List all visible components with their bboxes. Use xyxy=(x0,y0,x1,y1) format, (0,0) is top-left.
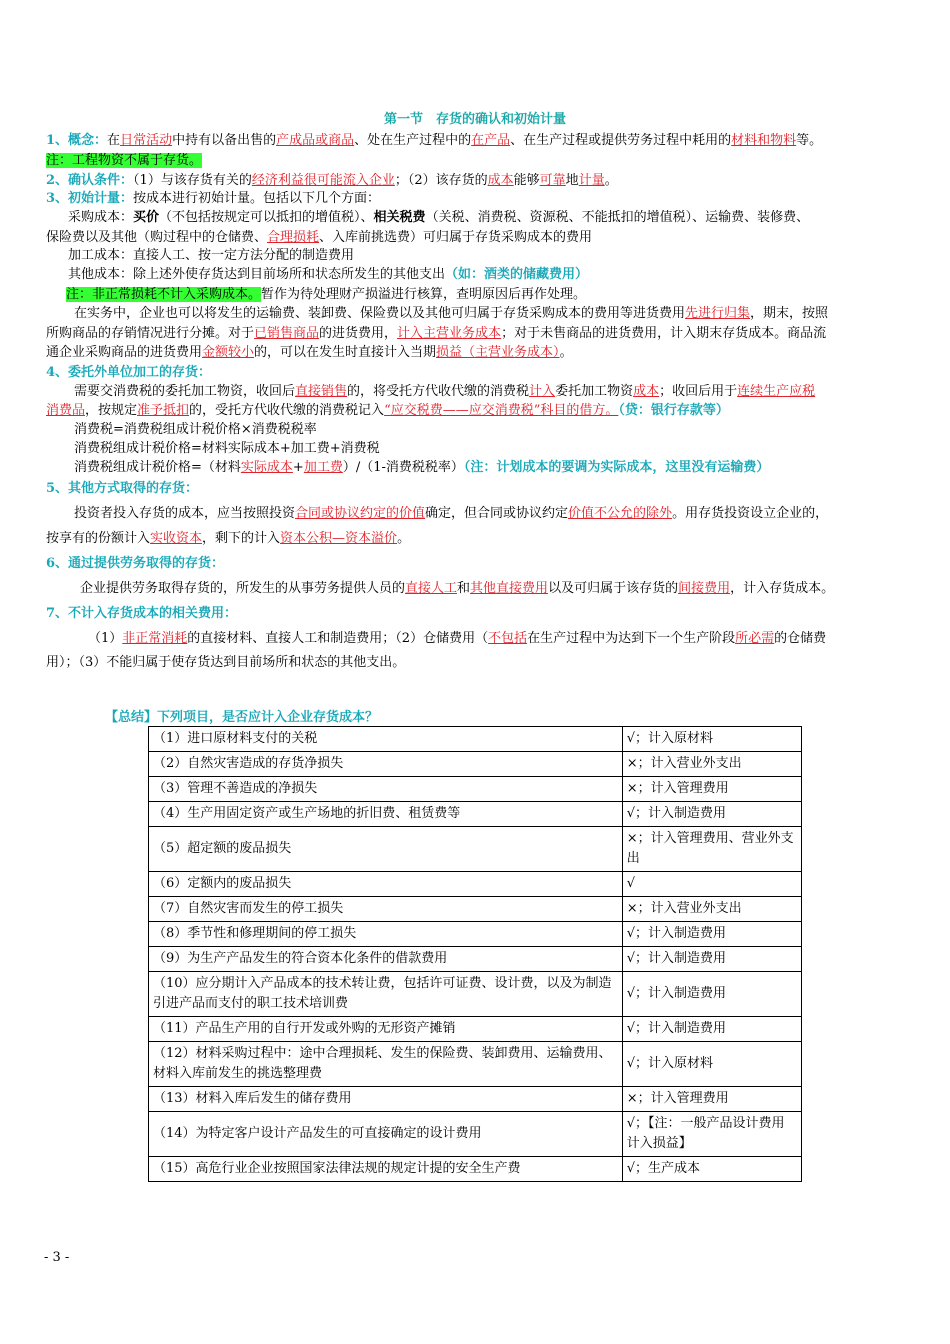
table-cell-item: （15）高危行业企业按照国家法律法规的规定计提的安全生产费 xyxy=(149,1157,623,1182)
table-cell-answer: √；计入原材料 xyxy=(622,727,801,752)
table-cell-answer: √；计入制造费用 xyxy=(622,922,801,947)
table-cell-answer: √；计入制造费用 xyxy=(622,1017,801,1042)
investor-line-1: 投资者投入存货的成本，应当按照投资合同或协议约定的价值确定，但合同或协议约定价值不公允的除外。用存货投资设立企业的， xyxy=(74,506,829,521)
entrusted-line-1: 需要交消费税的委托加工物资，收回后直接销售的，将受托方代收代缴的消费税计入委托加工物资成本；收回后用于连续生产应税 xyxy=(74,384,816,399)
table-cell-answer: ×；计入管理费用 xyxy=(622,777,801,802)
excluded-costs-heading: 7、不计入存货成本的相关费用： xyxy=(46,606,238,621)
table-cell-answer: √；计入制造费用 xyxy=(622,802,801,827)
other-methods-heading: 5、其他方式取得的存货： xyxy=(46,481,199,496)
table-row xyxy=(149,1042,802,1087)
table-cell-answer: √；计入原材料 xyxy=(622,1042,801,1087)
processing-cost-line: 加工成本：直接人工、按一定方法分配的制造费用 xyxy=(68,248,355,263)
table-cell-answer: √；生产成本 xyxy=(622,1157,801,1182)
services-heading: 6、通过提供劳务取得的存货： xyxy=(46,556,225,571)
table-cell-item: （5）超定额的废品损失 xyxy=(149,827,623,872)
table-cell-answer: √ xyxy=(622,872,801,897)
investor-line-2: 按享有的份额计入实收资本，剩下的计入资本公积—资本溢价。 xyxy=(46,531,411,546)
table-cell-item: （4）生产用固定资产或生产场地的折旧费、租赁费等 xyxy=(149,802,623,827)
table-cell-answer: ×；计入营业外支出 xyxy=(622,897,801,922)
table-cell-item: （10）应分期计入产品成本的技术转让费，包括许可证费、设计费，以及为制造引进产品而支付的职工技术培训费 xyxy=(149,972,623,1017)
table-row xyxy=(149,1157,802,1182)
summary-title: 【总结】下列项目，是否应计入企业存货成本？ xyxy=(105,710,379,725)
table-cell-answer: √；计入制造费用 xyxy=(622,947,801,972)
table-row xyxy=(149,727,802,752)
table-cell-item: （7）自然灾害而发生的停工损失 xyxy=(149,897,623,922)
services-line: 企业提供劳务取得存货的，所发生的从事劳务提供人员的直接人工和其他直接费用以及可归属于该存货的间接费用，计入存货成本。 xyxy=(80,581,835,596)
table-cell-item: （12）材料采购过程中：途中合理损耗、发生的保险费、装卸费用、运输费用、材料入库前发生的挑选整理费 xyxy=(149,1042,623,1087)
recognition-line: 2、确认条件：（1）与该存货有关的经济利益很可能流入企业；（2）该存货的成本能够可靠地计量。 xyxy=(46,173,618,188)
concept-note: 注：工程物资不属于存货。 xyxy=(46,153,203,168)
practice-line-2: 所购商品的存销情况进行分摊。对于已销售商品的进货费用，计入主营业务成本；对于未售商品的进货费用，计入期末存货成本。商品流 xyxy=(46,326,827,341)
purchase-cost-line-2: 保险费以及其他（购过程中的仓储费、合理损耗、入库前挑选费）可归属于存货采购成本的费用 xyxy=(46,230,593,245)
formula-3: 消费税组成计税价格=（材料实际成本+加工费）/（1-消费税税率）（注：计划成本的要调为实际成本，这里没有运输费） xyxy=(74,460,770,475)
table-cell-answer: ×；计入管理费用 xyxy=(622,1087,801,1112)
formula-2: 消费税组成计税价格=材料实际成本+加工费+消费税 xyxy=(74,441,380,456)
table-cell-item: （1）进口原材料支付的关税 xyxy=(149,727,623,752)
abnormal-loss-note: 注：非正常损耗不计入采购成本。暂作为待处理财产损溢进行核算，查明原因后再作处理。 xyxy=(66,287,587,302)
table-cell-answer: ×；计入营业外支出 xyxy=(622,752,801,777)
table-cell-item: （2）自然灾害造成的存货净损失 xyxy=(149,752,623,777)
formula-1: 消费税=消费税组成计税价格×消费税税率 xyxy=(74,422,317,437)
purchase-cost-line: 采购成本：买价（不包括按规定可以抵扣的增值税）、相关税费（关税、消费税、资源税、不能抵扣的增值税）、运输费、装修费、 xyxy=(68,210,810,225)
table-cell-item: （13）材料入库后发生的储存费用 xyxy=(149,1087,623,1112)
entrusted-line-2: 消费品，按规定准予抵扣的，受托方代收代缴的消费税记入“应交税费——应交消费税”科目的借方。（贷：银行存款等） xyxy=(46,403,729,418)
concept-line: 1、概念：在日常活动中持有以备出售的产成品或商品、处在生产过程中的在产品、在生产过程或提供劳务过程中耗用的材料和物料等。 xyxy=(46,133,823,148)
table-row xyxy=(149,897,802,922)
section-title: 第一节 存货的确认和初始计量 xyxy=(383,112,566,127)
table-cell-item: （8）季节性和修理期间的停工损失 xyxy=(149,922,623,947)
practice-line-3: 通企业采购商品的进货费用金额较小的，可以在发生时直接计入当期损益（主营业务成本）。 xyxy=(46,345,573,360)
practice-line-1: 在实务中，企业也可以将发生的运输费、装卸费、保险费以及其他可归属于存货采购成本的费用等进货费用先进行归集，期末，按照 xyxy=(74,306,829,321)
table-cell-item: （11）产品生产用的自行开发或外购的无形资产摊销 xyxy=(149,1017,623,1042)
table-cell-answer: √；计入制造费用 xyxy=(622,972,801,1017)
table-cell-item: （3）管理不善造成的净损失 xyxy=(149,777,623,802)
table-cell-item: （9）为生产产品发生的符合资本化条件的借款费用 xyxy=(149,947,623,972)
table-row xyxy=(149,1087,802,1112)
excluded-line-1: （1）非正常消耗的直接材料、直接人工和制造费用；（2）仓储费用（不包括在生产过程中为达到下一个生产阶段所必需的仓储费 xyxy=(88,631,827,646)
initial-measure-line: 3、初始计量：按成本进行初始计量。包括以下几个方面： xyxy=(46,191,381,206)
table-cell-answer: ×；计入管理费用、营业外支出 xyxy=(622,827,801,872)
summary-table xyxy=(148,726,802,1182)
table-cell-item: （14）为特定客户设计产品发生的可直接确定的设计费用 xyxy=(149,1112,623,1157)
table-row xyxy=(149,752,802,777)
table-row xyxy=(149,872,802,897)
table-row xyxy=(149,972,802,1017)
excluded-line-2: 用）；（3）不能归属于使存货达到目前场所和状态的其他支出。 xyxy=(46,655,406,670)
entrusted-processing-heading: 4、委托外单位加工的存货： xyxy=(46,365,212,380)
table-row xyxy=(149,1112,802,1157)
other-cost-line: 其他成本：除上述外使存货达到目前场所和状态所发生的其他支出（如：酒类的储藏费用） xyxy=(68,267,589,282)
table-row xyxy=(149,827,802,872)
table-row xyxy=(149,1017,802,1042)
table-row xyxy=(149,777,802,802)
table-cell-item: （6）定额内的废品损失 xyxy=(149,872,623,897)
page-number: - 3 - xyxy=(44,1250,70,1265)
table-cell-answer: √；【注：一般产品设计费用计入损益】 xyxy=(622,1112,801,1157)
table-row xyxy=(149,922,802,947)
table-row xyxy=(149,802,802,827)
table-row xyxy=(149,947,802,972)
